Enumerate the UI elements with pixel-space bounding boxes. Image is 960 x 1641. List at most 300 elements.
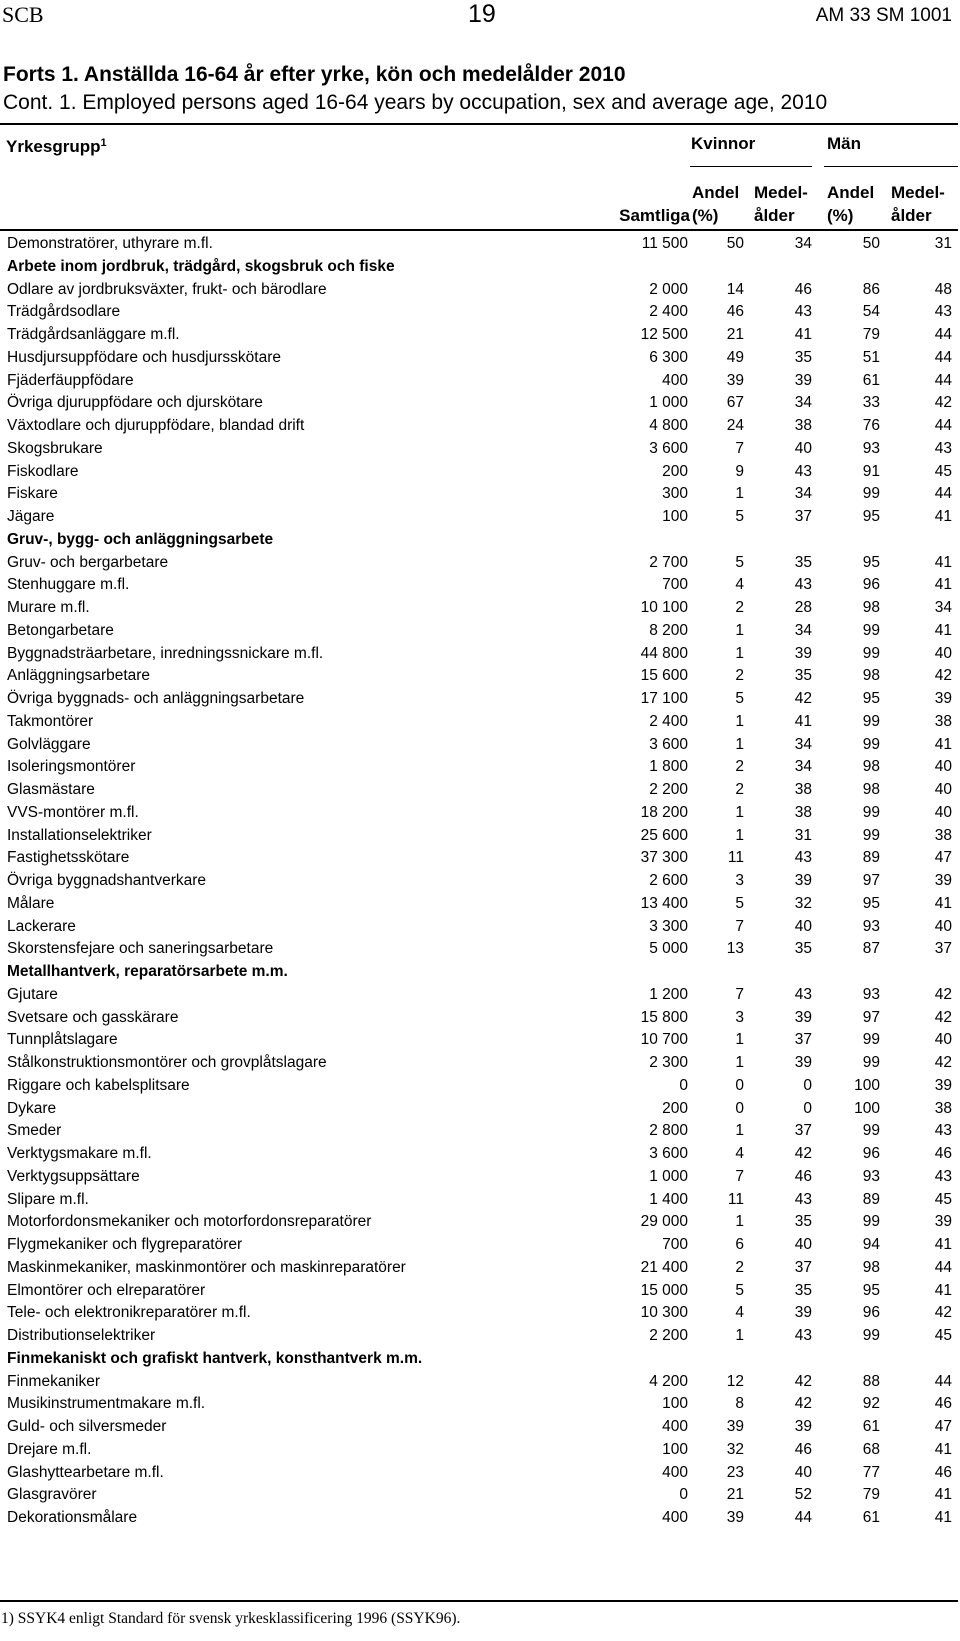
men-share-cell: 93 (862, 917, 880, 935)
table-row (0, 279, 960, 302)
men-share-cell: 99 (862, 1327, 880, 1344)
women-share-cell: 9 (735, 462, 744, 480)
men-share-cell: 99 (862, 803, 880, 821)
total-cell: 400 (662, 1509, 688, 1526)
men-share-cell: 99 (862, 735, 880, 753)
men-age-cell: 41 (934, 1509, 952, 1526)
women-share-cell: 21 (726, 1486, 744, 1504)
total-cell: 400 (662, 371, 688, 389)
section-heading: Arbete inom jordbruk, trädgård, skogsbruk och fiske (7, 257, 395, 275)
women-group-rule (690, 166, 812, 167)
men-share-cell: 54 (862, 303, 880, 321)
men-age-cell: 47 (934, 1418, 952, 1435)
men-share-cell: 99 (862, 1054, 880, 1071)
women-age-cell: 34 (794, 235, 812, 252)
men-age-cell: 39 (934, 690, 952, 707)
occupation-label: Maskinmekaniker, maskinmontörer och maskinreparatörer (7, 1258, 406, 1276)
women-share-cell: 3 (735, 872, 744, 889)
women-share-header-1: Andel (692, 183, 740, 202)
table-row (0, 665, 960, 688)
total-cell: 2 400 (649, 303, 688, 321)
women-age-cell: 34 (794, 621, 812, 639)
men-age-cell: 41 (934, 735, 952, 753)
men-share-cell: 96 (862, 1304, 880, 1322)
women-share-cell: 0 (735, 1099, 744, 1117)
men-share-cell: 99 (862, 712, 880, 730)
men-share-cell: 76 (862, 417, 880, 434)
women-age-cell: 35 (794, 1213, 812, 1231)
occupation-label: Växtodlare och djuruppfödare, blandad drift (7, 417, 305, 434)
women-share-header-2: (%) (692, 206, 719, 225)
occupation-label: Smeder (7, 1122, 62, 1140)
women-age-header-1: Medel- (754, 183, 808, 202)
men-age-cell: 42 (934, 985, 952, 1003)
men-share-cell: 95 (862, 690, 880, 707)
occupation-label: Målare (7, 894, 55, 912)
women-age-cell: 37 (794, 1122, 812, 1140)
men-share-cell: 79 (862, 1486, 880, 1504)
women-share-cell: 11 (727, 1190, 744, 1208)
women-share-cell: 12 (726, 1372, 744, 1390)
page-number: 19 (468, 0, 496, 28)
table-row (0, 1211, 960, 1234)
men-age-cell: 41 (934, 508, 952, 525)
women-age-cell: 31 (794, 826, 812, 844)
men-share-cell: 99 (862, 485, 880, 503)
section-heading-row (0, 529, 960, 552)
women-age-cell: 43 (794, 849, 812, 867)
occupation-column-header: Yrkesgrupp$^1$ (6, 137, 107, 156)
women-age-cell: 46 (794, 1440, 812, 1458)
occupation-label: Skogsbrukare (7, 439, 103, 457)
table-row (0, 1029, 960, 1052)
women-share-cell: 1 (735, 1054, 744, 1071)
table-row (0, 233, 960, 256)
occupation-label: Fiskare (7, 485, 58, 503)
women-age-cell: 35 (794, 1281, 812, 1299)
occupation-label: Elmontörer och elreparatörer (7, 1281, 206, 1299)
women-age-cell: 42 (794, 690, 812, 707)
women-share-cell: 4 (735, 1145, 744, 1162)
men-share-cell: 98 (862, 599, 880, 616)
men-age-cell: 42 (934, 394, 952, 412)
table-title-swedish: Forts 1. Anställda 16-64 år efter yrke, kön och medelålder 2010 (3, 63, 626, 86)
men-share-cell: 98 (862, 667, 880, 685)
men-share-cell: 98 (862, 758, 880, 776)
women-share-cell: 67 (726, 394, 744, 412)
table-row (0, 552, 960, 575)
women-age-cell: 43 (794, 985, 812, 1003)
men-age-cell: 46 (934, 1463, 952, 1481)
occupation-label: Slipare m.fl. (7, 1190, 89, 1208)
table-row (0, 643, 960, 666)
men-age-cell: 40 (934, 781, 952, 798)
women-share-cell: 13 (726, 940, 744, 958)
women-share-cell: 1 (735, 826, 744, 844)
men-share-cell: 98 (862, 781, 880, 798)
men-share-cell: 98 (862, 1258, 880, 1276)
men-age-cell: 41 (934, 894, 952, 912)
men-age-cell: 41 (934, 576, 952, 594)
women-age-cell: 0 (803, 1076, 812, 1094)
women-share-cell: 24 (726, 417, 744, 434)
men-age-cell: 40 (934, 1031, 952, 1049)
women-age-cell: 35 (794, 940, 812, 958)
total-cell: 0 (679, 1486, 688, 1504)
men-age-cell: 41 (934, 1486, 952, 1504)
occupation-label: Drejare m.fl. (7, 1440, 92, 1458)
men-age-cell: 40 (934, 917, 952, 935)
men-age-cell: 40 (934, 803, 952, 821)
women-age-cell: 40 (794, 1236, 812, 1253)
table-row (0, 938, 960, 961)
occupation-label: Stålkonstruktionsmontörer och grovplåtslagare (7, 1054, 327, 1071)
table-row (0, 483, 960, 506)
women-share-cell: 7 (735, 439, 744, 457)
women-share-cell: 50 (726, 235, 744, 252)
table-row (0, 392, 960, 415)
men-share-cell: 92 (862, 1395, 880, 1413)
table-row (0, 370, 960, 393)
total-cell: 2 400 (649, 712, 688, 730)
women-age-cell: 37 (794, 1031, 812, 1049)
occupation-label: Byggnadsträarbetare, inredningssnickare m.fl. (7, 644, 324, 662)
total-cell: 12 500 (640, 326, 688, 343)
total-cell: 700 (662, 1236, 688, 1253)
women-share-cell: 3 (735, 1008, 744, 1026)
total-cell: 100 (662, 508, 688, 525)
occupation-label: Installationselektriker (7, 826, 152, 844)
women-share-cell: 46 (726, 303, 744, 321)
women-age-cell: 42 (794, 1145, 812, 1162)
occupation-label: Demonstratörer, uthyrare m.fl. (7, 235, 213, 252)
women-age-cell: 39 (794, 1304, 812, 1322)
men-age-cell: 41 (934, 621, 952, 639)
table-row (0, 825, 960, 848)
total-cell: 2 800 (649, 1122, 688, 1140)
men-age-cell: 48 (934, 280, 952, 298)
occupation-label: Gjutare (7, 985, 58, 1003)
men-share-cell: 94 (862, 1236, 880, 1253)
publication-code: AM 33 SM 1001 (815, 5, 952, 26)
women-age-cell: 43 (794, 1190, 812, 1208)
women-age-cell: 39 (794, 644, 812, 662)
occupation-label: Guld- och silversmeder (7, 1418, 167, 1435)
table-row (0, 506, 960, 529)
occupation-label: Övriga byggnads- och anläggningsarbetare (7, 690, 305, 707)
women-share-cell: 4 (735, 1304, 744, 1322)
men-age-cell: 45 (934, 1190, 952, 1208)
table-row (0, 1052, 960, 1075)
total-cell: 29 000 (640, 1213, 688, 1231)
section-heading: Gruv-, bygg- och anläggningsarbete (7, 530, 274, 548)
total-cell: 2 600 (649, 872, 688, 889)
women-age-cell: 43 (794, 303, 812, 321)
women-share-cell: 2 (735, 1258, 744, 1276)
men-share-cell: 95 (862, 553, 880, 571)
table-row (0, 347, 960, 370)
occupation-label: Glasmästare (7, 781, 95, 798)
men-age-cell: 44 (934, 326, 952, 343)
table-row (0, 1484, 960, 1507)
occupation-label: Övriga byggnadshantverkare (7, 872, 207, 889)
women-age-cell: 41 (794, 326, 812, 343)
table-row (0, 438, 960, 461)
women-share-cell: 1 (735, 803, 744, 821)
men-share-cell: 89 (862, 849, 880, 867)
table-row (0, 301, 960, 324)
table-row (0, 1166, 960, 1189)
table-row (0, 461, 960, 484)
women-share-cell: 1 (735, 712, 744, 730)
men-age-cell: 39 (934, 1213, 952, 1231)
table-row (0, 1393, 960, 1416)
total-cell: 3 600 (649, 735, 688, 753)
occupation-label: Musikinstrumentmakare m.fl. (7, 1395, 206, 1413)
occupation-label: Fiskodlare (7, 462, 79, 480)
men-share-cell: 79 (862, 326, 880, 343)
women-share-cell: 2 (735, 758, 744, 776)
men-share-cell: 96 (862, 1145, 880, 1162)
women-age-cell: 46 (794, 1167, 812, 1185)
total-cell: 44 800 (640, 644, 688, 662)
men-share-header-1: Andel (827, 183, 875, 202)
occupation-label: Fjäderfäuppfödare (7, 371, 134, 389)
total-cell: 10 100 (640, 599, 688, 616)
occupation-label: Murare m.fl. (7, 599, 90, 616)
table-row (0, 1143, 960, 1166)
total-cell: 400 (662, 1463, 688, 1481)
total-cell: 15 000 (640, 1281, 688, 1299)
women-age-cell: 40 (794, 1463, 812, 1481)
total-cell: 2 300 (649, 1054, 688, 1071)
men-age-cell: 46 (934, 1145, 952, 1162)
women-share-cell: 39 (726, 1418, 744, 1435)
women-share-cell: 1 (735, 1213, 744, 1231)
women-group-header: Kvinnor (691, 134, 756, 153)
occupation-label: Flygmekaniker och flygreparatörer (7, 1236, 243, 1253)
men-share-cell: 61 (862, 371, 880, 389)
women-share-cell: 0 (735, 1076, 744, 1094)
women-age-cell: 38 (794, 417, 812, 434)
table-row (0, 802, 960, 825)
occupation-label: Glashyttearbetare m.fl. (7, 1463, 164, 1481)
women-age-cell: 42 (794, 1372, 812, 1390)
total-cell: 15 800 (640, 1008, 688, 1026)
occupation-label: Distributionselektriker (7, 1327, 156, 1344)
women-share-cell: 1 (735, 735, 744, 753)
women-share-cell: 39 (726, 1509, 744, 1526)
women-share-cell: 5 (735, 690, 744, 707)
men-age-cell: 37 (934, 940, 952, 958)
men-age-cell: 31 (934, 235, 952, 252)
occupation-label: Skorstensfejare och saneringsarbetare (7, 940, 274, 958)
occupation-label: Riggare och kabelsplitsare (7, 1076, 190, 1094)
women-share-cell: 5 (735, 508, 744, 525)
men-age-cell: 40 (934, 758, 952, 776)
total-cell: 1 000 (649, 1167, 688, 1185)
women-age-cell: 32 (794, 894, 812, 912)
men-age-cell: 39 (934, 872, 952, 889)
women-share-cell: 2 (735, 667, 744, 685)
total-cell: 15 600 (640, 667, 688, 685)
table-row (0, 711, 960, 734)
occupation-label: Betongarbetare (7, 621, 114, 639)
men-age-cell: 41 (934, 1236, 952, 1253)
men-share-cell: 99 (862, 644, 880, 662)
women-age-cell: 41 (794, 712, 812, 730)
women-age-cell: 37 (794, 1258, 812, 1276)
women-share-cell: 7 (735, 1167, 744, 1185)
women-share-cell: 7 (735, 985, 744, 1003)
women-age-cell: 43 (794, 462, 812, 480)
occupation-label: VVS-montörer m.fl. (7, 803, 139, 821)
total-column-header: Samtliga (619, 206, 690, 225)
men-share-cell: 93 (862, 1167, 880, 1185)
total-cell: 300 (662, 485, 688, 503)
men-share-cell: 88 (862, 1372, 880, 1390)
total-cell: 100 (662, 1395, 688, 1413)
occupation-label: Dekorationsmålare (7, 1509, 138, 1526)
total-cell: 2 200 (649, 781, 688, 798)
table-row (0, 779, 960, 802)
women-share-cell: 21 (726, 326, 744, 343)
total-cell: 37 300 (640, 849, 688, 867)
total-cell: 1 400 (649, 1190, 688, 1208)
men-age-cell: 47 (934, 849, 952, 867)
men-share-cell: 93 (862, 439, 880, 457)
women-share-cell: 6 (735, 1236, 744, 1253)
men-share-cell: 97 (862, 1008, 880, 1026)
total-cell: 200 (662, 462, 688, 480)
table-row (0, 597, 960, 620)
occupation-label: Trädgårdsanläggare m.fl. (7, 326, 180, 343)
men-age-cell: 38 (934, 1099, 952, 1117)
total-cell: 400 (662, 1418, 688, 1435)
women-age-cell: 28 (794, 599, 812, 616)
men-share-cell: 95 (862, 894, 880, 912)
table-body (0, 233, 960, 1530)
occupation-label: Isoleringsmontörer (7, 758, 136, 776)
men-age-cell: 42 (934, 1304, 952, 1322)
section-heading-row (0, 961, 960, 984)
occupation-label: Verktygsmakare m.fl. (7, 1145, 152, 1162)
women-share-cell: 1 (735, 485, 744, 503)
total-cell: 1 000 (649, 394, 688, 412)
men-share-cell: 93 (862, 985, 880, 1003)
table-row (0, 574, 960, 597)
men-share-cell: 96 (862, 576, 880, 594)
men-age-cell: 44 (934, 348, 952, 366)
total-cell: 11 500 (641, 235, 688, 252)
total-cell: 2 200 (649, 1327, 688, 1344)
men-age-cell: 44 (934, 1258, 952, 1276)
occupation-label: Tunnplåtslagare (7, 1031, 118, 1049)
occupation-label: Husdjursuppfödare och husdjursskötare (7, 348, 281, 366)
table-row (0, 1098, 960, 1121)
section-heading: Metallhantverk, reparatörsarbete m.m. (7, 963, 288, 980)
women-age-cell: 40 (794, 439, 812, 457)
men-age-cell: 44 (934, 485, 952, 503)
table-row (0, 847, 960, 870)
men-age-cell: 42 (934, 667, 952, 685)
men-age-cell: 41 (934, 1440, 952, 1458)
men-group-header: Män (827, 134, 861, 153)
table-row (0, 916, 960, 939)
women-age-cell: 39 (794, 1418, 812, 1435)
occupation-label: Glasgravörer (7, 1486, 97, 1504)
page-header (0, 0, 960, 40)
total-cell: 200 (662, 1099, 688, 1117)
women-age-cell: 0 (803, 1099, 812, 1117)
table-row (0, 734, 960, 757)
men-share-header-2: (%) (827, 206, 854, 225)
women-share-cell: 39 (726, 371, 744, 389)
men-age-cell: 44 (934, 417, 952, 434)
table-bottom-rule (0, 1600, 958, 1602)
men-share-cell: 99 (862, 621, 880, 639)
women-age-cell: 38 (794, 781, 812, 798)
men-age-cell: 42 (934, 1008, 952, 1026)
women-age-cell: 43 (794, 1327, 812, 1344)
total-cell: 3 600 (649, 1145, 688, 1162)
table-row (0, 870, 960, 893)
table-title-english: Cont. 1. Employed persons aged 16-64 years by occupation, sex and average age, 2010 (3, 91, 828, 114)
men-age-cell: 43 (934, 1122, 952, 1140)
women-age-cell: 35 (794, 348, 812, 366)
women-share-cell: 1 (735, 1122, 744, 1140)
table-row (0, 1302, 960, 1325)
total-cell: 700 (662, 576, 688, 594)
table-row (0, 1075, 960, 1098)
women-age-cell: 34 (794, 735, 812, 753)
men-age-cell: 43 (934, 303, 952, 321)
men-share-cell: 51 (862, 348, 880, 366)
women-share-cell: 5 (735, 553, 744, 571)
men-share-cell: 99 (862, 1213, 880, 1231)
footnote-marker: 1 (100, 137, 107, 149)
men-age-cell: 45 (934, 1327, 952, 1344)
women-age-cell: 35 (794, 553, 812, 571)
table-row (0, 1257, 960, 1280)
total-cell: 6 300 (649, 348, 688, 366)
table-row (0, 1280, 960, 1303)
men-age-cell: 41 (934, 1281, 952, 1299)
men-age-cell: 39 (934, 1076, 952, 1094)
table-row (0, 1234, 960, 1257)
women-age-cell: 37 (794, 508, 812, 525)
occupation-label: Fastighetsskötare (7, 849, 130, 867)
table-row (0, 1007, 960, 1030)
occupation-label: Övriga djuruppfödare och djurskötare (7, 394, 263, 412)
total-cell: 1 800 (649, 758, 688, 776)
occupation-label: Stenhuggare m.fl. (7, 576, 130, 594)
total-cell: 8 200 (649, 621, 688, 639)
total-cell: 4 800 (649, 417, 688, 434)
section-heading: Finmekaniskt och grafiskt hantverk, konsthantverk m.m. (7, 1349, 423, 1367)
men-age-header-2: ålder (891, 206, 932, 225)
table-row (0, 324, 960, 347)
women-share-cell: 2 (735, 599, 744, 616)
occupation-label: Jägare (7, 508, 55, 525)
women-share-cell: 1 (735, 1031, 744, 1049)
women-share-cell: 7 (735, 917, 744, 935)
women-share-cell: 5 (735, 894, 744, 912)
men-share-cell: 87 (862, 940, 880, 958)
total-cell: 25 600 (640, 826, 688, 844)
section-heading-row (0, 256, 960, 279)
total-cell: 4 200 (649, 1372, 688, 1390)
